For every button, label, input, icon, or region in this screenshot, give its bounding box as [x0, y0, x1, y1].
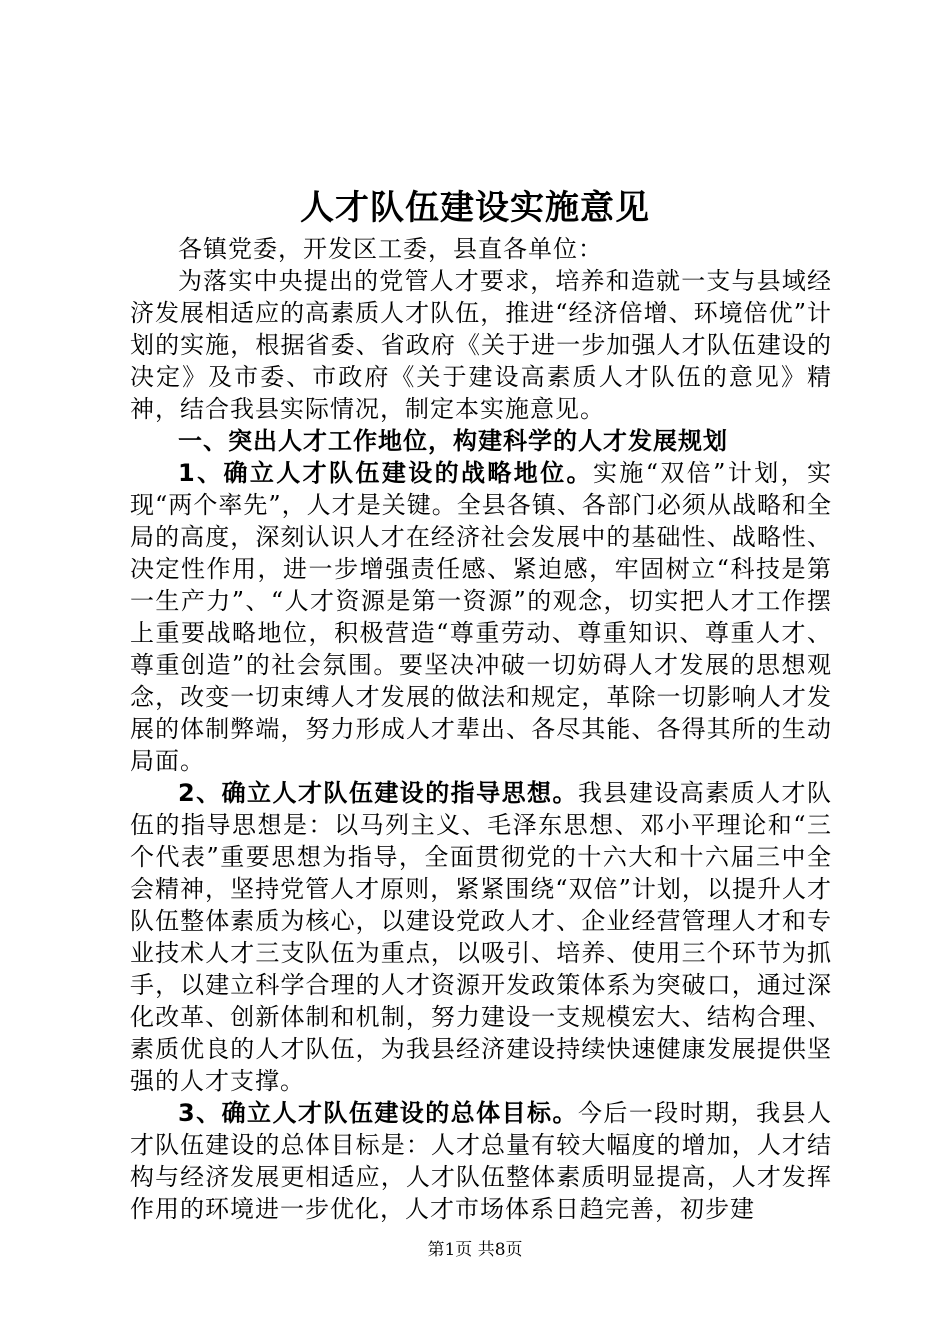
paragraph-text: 实施“双倍”计划，实现“两个率先”，人才是关键。全县各镇、各部门必须从战略和全局的高度，深刻认识人才在经济社会发展中的基础性、战略性、决定性作用，进一步增强责任感、紧迫感，牢固树立“科技是第一生产力”、“人才资源是第一资源”的观念，切实把人才工作摆上重要战略地位，积极营造“尊重劳动、尊重知识、尊重人才、尊重创造”的社会氛围。要坚决冲破一切妨碍人才发展的思想观念，改变一切束缚人才发展的做法和规定，革除一切影响人才发展的体制弊端，努力形成人才辈出、各尽其能、各得其所的生动局面。	[130, 459, 833, 775]
paragraph-item-1	[130, 457, 832, 777]
paragraph-lead: 3、确立人才队伍建设的总体目标。	[178, 1099, 578, 1127]
paragraph-item-3	[130, 1097, 832, 1225]
paragraph-lead: 2、确立人才队伍建设的指导思想。	[178, 779, 578, 807]
document-title: 人才队伍建设实施意见	[300, 188, 650, 228]
page-footer: 第1页 共8页	[427, 1240, 523, 1260]
document-body	[130, 233, 832, 1225]
paragraph-lead: 1、确立人才队伍建设的战略地位。	[178, 459, 593, 487]
intro-paragraph: 为落实中央提出的党管人才要求，培养和造就一支与县域经济发展相适应的高素质人才队伍，推进“经济倍增、环境倍优”计划的实施，根据省委、省政府《关于进一步加强人才队伍建设的决定》及市委、市政府《关于建设高素质人才队伍的意见》精神，结合我县实际情况，制定本实施意见。	[130, 267, 832, 423]
paragraph-text: 我县建设高素质人才队伍的指导思想是：以马列主义、毛泽东思想、邓小平理论和“三个代表”重要思想为指导，全面贯彻党的十六大和十六届三中全会精神，坚持党管人才原则，紧紧围绕“双倍”计划，以提升人才队伍整体素质为核心，以建设党政人才、企业经营管理人才和专业技术人才三支队伍为重点，以吸引、培养、使用三个环节为抓手，以建立科学合理的人才资源开发政策体系为突破口，通过深化改革、创新体制和机制，努力建设一支规模宏大、结构合理、素质优良的人才队伍，为我县经济建设持续快速健康发展提供坚强的人才支撑。	[130, 779, 833, 1095]
salutation: 各镇党委，开发区工委，县直各单位：	[178, 235, 603, 263]
section-heading: 一、突出人才工作地位，构建科学的人才发展规划	[178, 427, 728, 455]
paragraph-item-2	[130, 777, 832, 1097]
paragraph-text: 今后一段时期，我县人才队伍建设的总体目标是：人才总量有较大幅度的增加，人才结构与经济发展更相适应，人才队伍整体素质明显提高，人才发挥作用的环境进一步优化，人才市场体系日趋完善，初步建	[130, 1099, 833, 1223]
